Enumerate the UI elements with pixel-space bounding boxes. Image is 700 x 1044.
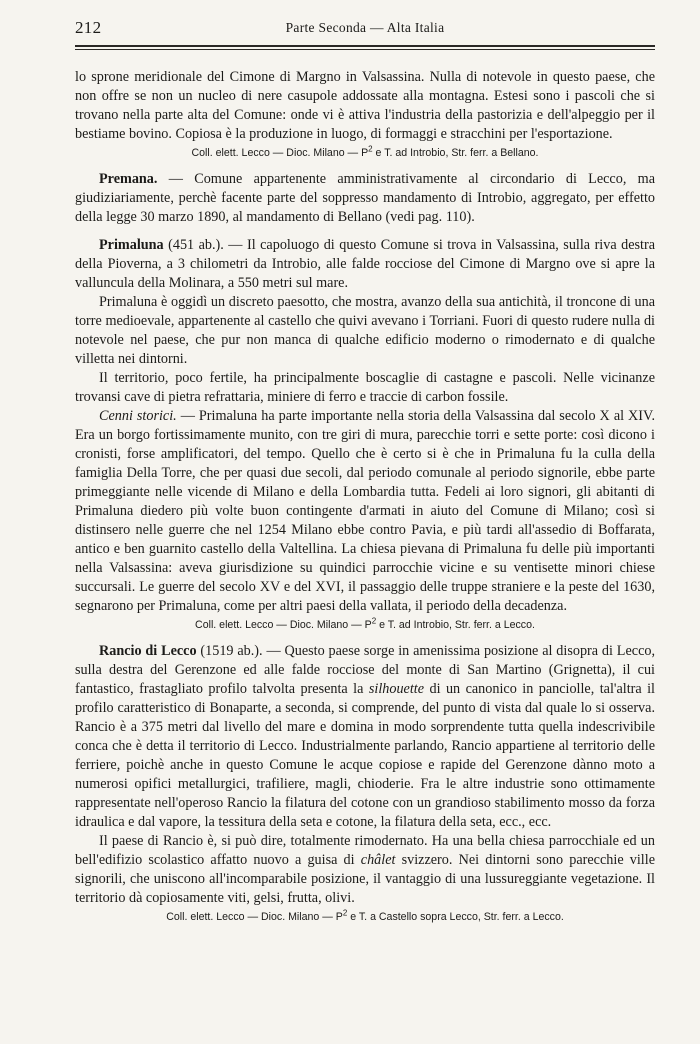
- entry-title: Premana.: [99, 171, 158, 187]
- paragraph: Il territorio, poco fertile, ha principalmente boscaglie di castagne e pascoli. Nelle vicinanze trovansi cave di pietra refrattaria, miniere di ferro e traccie di carbon fossile.: [75, 370, 655, 405]
- entry-title: Rancio di Lecco: [99, 643, 197, 659]
- page-header: [75, 18, 655, 40]
- page-number: 212: [75, 18, 102, 37]
- entry-title: Primaluna: [99, 237, 164, 253]
- header-rule: [75, 45, 655, 47]
- running-title: Parte Seconda — Alta Italia: [285, 20, 445, 35]
- entry-premana: Premana. — Comune appartenente amministrativamente al circondario di Lecco, ma giudiziariamente, perchè facente parte del soppresso mandamento di Introbio, aggregato, per effetto della legge 30 marzo 1890, al mandamento di Bellano (vedi pag. 110).: [75, 171, 655, 225]
- header-rule-thin: [75, 49, 655, 50]
- section-label: Cenni storici.: [99, 408, 177, 424]
- entry-primaluna: Primaluna (451 ab.). — Il capoluogo di questo Comune si trova in Valsassina, sulla riva destra della Pioverna, a 3 chilometri da Introbio, alle falde rocciose del Cimone di Margno ove si apre la valluncula della Molinara, a 550 metri sul mare.: [75, 237, 655, 291]
- paragraph: Il paese di Rancio è, si può dire, totalmente rimodernato. Ha una bella chiesa parrocchiale ed un bell'edifizio scolastico affatto nuovo a guisa di châlet svizzero. Nei dintorni sono parecchie ville signorili, che uniscono all'incomparabile posizione, il vantaggio di una lussureggiante vegetazione. Il territorio dà copiosamente viti, gelsi, frutta, olivi.: [75, 833, 655, 906]
- entry-rancio: Rancio di Lecco (1519 ab.). — Questo paese sorge in amenissima posizione al disopra di Lecco, sulla destra del Gerenzone ed alle falde rocciose del monte di San Martino (Grignetta), il cui fantastico, frastagliato profilo talvolta presenta la silhouette di un canonico in panciolle, tal'altra il profilo caratteristico di Bonaparte, a seconda, si comprende, del punto di vista dal quale lo si osserva. Rancio è a 375 metri dal livello del mare e domina in modo sorprendente tutta quella indescrivibile conca che è detta il territorio di Lecco. Industrialmente parlando, Rancio appartiene al territorio delle ferriere, poichè anche in questo Comune le acque copiose e rapide del Gerenzone dànno moto a numerosi opifici metallurgici, trafiliere, magli, chioderie. Fra le altre industrie sono ottimamente rappresentate nell'operoso Rancio la filatura del cotone con un grandioso stabilimento mosso da forza idraulica e dal vapore, la tessitura della seta e cotone, la filatura della seta, ecc., ecc.: [75, 643, 656, 830]
- page-body: [75, 68, 655, 925]
- citation-line: Coll. elett. Lecco — Dioc. Milano — $P^2$ e T. a Castello sopra Lecco, Str. ferr. a Lecco.: [166, 908, 564, 923]
- paragraph-history: Cenni storici. — Primaluna ha parte importante nella storia della Valsassina dal secolo X al XIV. Era un borgo fortissimamente munito, con tre giri di mura, parecchie torri e sette porte: così dicono i cronisti, forse amplificatori, del tempo. Quello che è certo si è che in Primaluna fu la culla della famiglia Della Torre, che per quasi due secoli, dal periodo comunale al periodo signorile, ebbe parte primeggiante nelle vicende di Milano e della Lombardia tutta. Fedeli ai loro signori, gli abitanti di Primaluna diedero più volte buon contingente d'armati in aiuto del Comune di Milano; così si distinsero nelle guerre che nel 1254 Milano ebbe contro Pavia, e più tardi all'assedio di Boffarata, antico e ben guarnito castello della Valtellina. La chiesa pievana di Primaluna fu delle più importanti nella Valsassina: aveva giurisdizione su quindici parrocchie vicine e su ventisette minori chiese succursali. Le guerre del secolo XV e del XVI, il passaggio delle truppe straniere e la peste del 1630, segnarono per Primaluna, come per altri paesi della vallata, il periodo della decadenza.: [75, 408, 655, 614]
- paragraph: Primaluna è oggidì un discreto paesotto, che mostra, avanzo della sua antichità, il troncone di una torre medioevale, appartenente al castello che quivi avevano i Torriani. Fuori di questo rudere nulla di notevole nel paese, che pur non manca di qualche edificio moderno o rimodernato e di qualche villetta nei dintorni.: [75, 294, 655, 367]
- citation-line: Coll. elett. Lecco — Dioc. Milano — $P^2$ e T. ad Introbio, Str. ferr. a Lecco.: [195, 616, 535, 631]
- continued-paragraph: lo sprone meridionale del Cimone di Margno in Valsassina. Nulla di notevole in questo paese, che non offre se non un nucleo di nere casupole addossate alla montagna. Estesi sono i pascoli che si trovano nella parte alta del Comune: onde vi è attiva l'industria della pastorizia e dell'alpeggio per il bestiame bovino. Copiosa è la produzione in luogo, di formaggi e stracchini per l'esportazione.: [75, 69, 655, 142]
- citation-line: Coll. elett. Lecco — Dioc. Milano — $P^2$ e T. ad Introbio, Str. ferr. a Bellano.: [191, 144, 539, 159]
